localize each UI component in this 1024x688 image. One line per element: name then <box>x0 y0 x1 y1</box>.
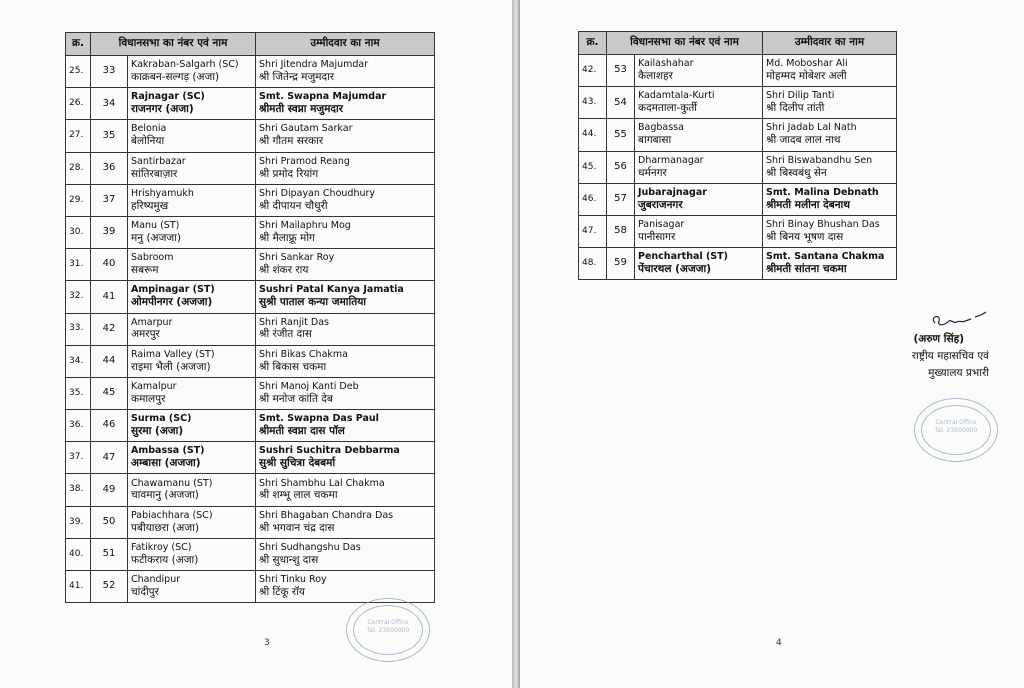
table-row <box>66 88 435 120</box>
constituency-name <box>128 249 256 281</box>
serial-number: 47. <box>579 215 607 247</box>
constituency-name-hi: राइमा भैली (अजजा) <box>131 360 211 373</box>
header-constituency: विधानसभा का नंबर एवं नाम <box>607 32 763 55</box>
serial-number: 34. <box>66 345 91 377</box>
constituency-name-en: Panisagar <box>638 219 685 231</box>
candidate-name-en: Shri Gautam Sarkar <box>259 123 353 135</box>
candidate-name <box>256 56 435 88</box>
candidate-table-right <box>578 31 897 280</box>
serial-number: 35. <box>66 377 91 409</box>
candidate-name-hi: श्रीमती स्वप्ना दास पॉल <box>259 425 345 438</box>
constituency-name-en: Chawamanu (ST) <box>131 477 213 489</box>
candidate-name <box>763 215 897 247</box>
serial-number: 27. <box>66 120 91 152</box>
constituency-name <box>128 345 256 377</box>
candidate-name-hi: मोहम्मद मोबेशर अली <box>766 69 847 82</box>
candidate-name-en: Shri Sankar Roy <box>259 252 335 264</box>
constituency-number: 50 <box>91 506 128 538</box>
constituency-name-en: Raima Valley (ST) <box>131 348 215 360</box>
serial-number: 40. <box>66 538 91 570</box>
candidate-name <box>763 248 897 280</box>
candidate-name <box>256 377 435 409</box>
constituency-number: 58 <box>607 215 635 247</box>
constituency-number: 53 <box>607 55 635 87</box>
constituency-name-en: Manu (ST) <box>131 220 180 232</box>
serial-number: 33. <box>66 313 91 345</box>
constituency-name-hi: ओमपीनगर (अजजा) <box>131 296 213 309</box>
constituency-name <box>635 87 763 119</box>
table-row <box>66 442 435 474</box>
constituency-name <box>128 538 256 570</box>
constituency-name-en: Kakraban-Salgarh (SC) <box>131 59 239 71</box>
serial-number: 38. <box>66 474 91 506</box>
serial-number: 25. <box>66 56 91 88</box>
serial-number: 39. <box>66 506 91 538</box>
candidate-name-en: Smt. Swapna Majumdar <box>259 91 387 103</box>
table-row <box>66 377 435 409</box>
serial-number: 28. <box>66 152 91 184</box>
constituency-name-en: Sabroom <box>131 252 174 264</box>
candidate-table-left <box>65 32 435 603</box>
serial-number: 30. <box>66 216 91 248</box>
table-row <box>66 249 435 281</box>
constituency-name-hi: जुबराजनगर <box>638 198 683 211</box>
header-serial: क्र. <box>579 32 607 55</box>
serial-number: 44. <box>579 119 607 151</box>
constituency-name-hi: फटीकराय (अजा) <box>131 553 199 566</box>
table-row <box>66 313 435 345</box>
candidate-name-en: Smt. Santana Chakma <box>766 251 885 263</box>
constituency-name-en: Surma (SC) <box>131 413 192 425</box>
constituency-number: 39 <box>91 216 128 248</box>
office-stamp-left <box>346 598 430 662</box>
candidate-name <box>256 442 435 474</box>
candidate-name-hi: सुश्री पाताल कन्या जमातिया <box>259 296 367 309</box>
candidate-name-hi: श्री रंजीत दास <box>259 328 313 341</box>
constituency-name <box>128 281 256 313</box>
candidate-name-hi: श्री मैलाफ़्रू मोग <box>259 231 315 244</box>
table-row <box>579 215 897 247</box>
constituency-name-en: Jubarajnagar <box>638 186 707 198</box>
constituency-name-hi: बेलोनिया <box>131 135 165 148</box>
candidate-name <box>256 506 435 538</box>
candidate-name-en: Sushri Patal Kanya Jamatia <box>259 284 404 296</box>
signatory-role: मुख्यालय प्रभारी <box>928 367 989 379</box>
candidate-name-en: Shri Dilip Tanti <box>766 90 835 102</box>
candidate-name-en: Shri Tinku Roy <box>259 574 327 586</box>
constituency-name <box>635 119 763 151</box>
table-row <box>66 56 435 88</box>
constituency-name-hi: बागबासा <box>638 134 672 147</box>
constituency-number: 59 <box>607 248 635 280</box>
candidate-name <box>763 183 897 215</box>
constituency-name-en: Kamalpur <box>131 380 177 392</box>
constituency-name-hi: कमालपुर <box>131 392 166 405</box>
constituency-name <box>128 410 256 442</box>
candidate-name-hi: श्री दिलीप तांती <box>766 102 825 115</box>
constituency-number: 46 <box>91 410 128 442</box>
signatory-name: (अरुण सिंह) <box>913 333 964 345</box>
constituency-name-en: Pabiachhara (SC) <box>131 509 213 521</box>
candidate-name <box>256 249 435 281</box>
table-row <box>66 410 435 442</box>
constituency-name-hi: कदमताला-कुर्ती <box>638 102 698 115</box>
constituency-name-hi: पानीसागर <box>638 230 676 243</box>
candidate-name-en: Shri Dipayan Choudhury <box>259 187 376 199</box>
table-row <box>66 281 435 313</box>
table-body-right <box>579 55 897 280</box>
candidate-name-hi: श्रीमती स्वप्ना मजुमदार <box>259 103 344 116</box>
constituency-name <box>128 474 256 506</box>
constituency-name <box>128 120 256 152</box>
candidate-name-hi: श्री जितेन्द्र मजुमदार <box>259 70 335 83</box>
constituency-number: 33 <box>91 56 128 88</box>
candidate-name-en: Shri Biswabandhu Sen <box>766 154 873 166</box>
constituency-name-hi: मनु (अजजा) <box>131 231 181 244</box>
candidate-name-hi: श्री भगवान चंद्र दास <box>259 521 335 534</box>
candidate-name-hi: श्री टिंकू रॉय <box>259 585 306 598</box>
candidate-name <box>763 151 897 183</box>
candidate-name-en: Shri Manoj Kanti Deb <box>259 380 359 392</box>
header-candidate: उम्मीदवार का नाम <box>256 33 435 56</box>
table-row <box>579 55 897 87</box>
candidate-name-en: Shri Shambhu Lal Chakma <box>259 477 385 489</box>
serial-number: 42. <box>579 55 607 87</box>
header-constituency: विधानसभा का नंबर एवं नाम <box>91 33 256 56</box>
book-gutter <box>512 0 520 688</box>
constituency-number: 35 <box>91 120 128 152</box>
candidate-name-en: Shri Pramod Reang <box>259 155 350 167</box>
serial-number: 26. <box>66 88 91 120</box>
serial-number: 31. <box>66 249 91 281</box>
candidate-name-hi: श्री सुधान्शु दास <box>259 553 319 566</box>
candidate-name-en: Smt. Malina Debnath <box>766 186 879 198</box>
candidate-name <box>763 87 897 119</box>
table-header-row <box>66 33 435 56</box>
candidate-name <box>256 474 435 506</box>
stamp-line2: Tel. 23500000 <box>366 626 410 634</box>
constituency-name <box>128 184 256 216</box>
serial-number: 46. <box>579 183 607 215</box>
constituency-number: 56 <box>607 151 635 183</box>
candidate-name-en: Md. Moboshar Ali <box>766 58 848 70</box>
constituency-name-en: Ambassa (ST) <box>131 445 205 457</box>
table-row <box>579 151 897 183</box>
page-number-right: 4 <box>776 638 782 648</box>
candidate-name <box>256 345 435 377</box>
constituency-name-en: Belonia <box>131 123 167 135</box>
constituency-name-hi: पेंचारथल (अजजा) <box>638 263 712 276</box>
candidate-name <box>256 88 435 120</box>
constituency-name-en: Rajnagar (SC) <box>131 91 205 103</box>
constituency-name <box>128 506 256 538</box>
constituency-number: 49 <box>91 474 128 506</box>
candidate-name <box>256 184 435 216</box>
candidate-name-en: Shri Sudhangshu Das <box>259 541 361 553</box>
constituency-number: 42 <box>91 313 128 345</box>
candidate-name-hi: श्री शम्भू लाल चकमा <box>259 489 338 502</box>
serial-number: 48. <box>579 248 607 280</box>
constituency-name <box>635 248 763 280</box>
candidate-name-hi: श्री बिकास चकमा <box>259 360 327 373</box>
constituency-name-en: Pencharthal (ST) <box>638 251 728 263</box>
candidate-name <box>256 538 435 570</box>
constituency-name-hi: राजनगर (अजा) <box>131 103 194 116</box>
candidate-name-hi: श्री शंकर राय <box>259 264 309 277</box>
table-row <box>579 87 897 119</box>
constituency-name-hi: हरिष्यमुख <box>131 199 169 212</box>
candidate-name-en: Sushri Suchitra Debbarma <box>259 445 400 457</box>
constituency-name <box>635 183 763 215</box>
constituency-name-en: Dharmanagar <box>638 154 704 166</box>
candidate-name-en: Shri Bikas Chakma <box>259 348 348 360</box>
constituency-number: 55 <box>607 119 635 151</box>
serial-number: 43. <box>579 87 607 119</box>
candidate-name <box>256 152 435 184</box>
candidate-name-hi: श्रीमती सांतना चकमा <box>766 263 847 276</box>
table-row <box>66 538 435 570</box>
serial-number: 36. <box>66 410 91 442</box>
table-row <box>66 152 435 184</box>
candidate-name <box>763 119 897 151</box>
candidate-name-hi: श्री बिस्वबंधु सेन <box>766 166 827 179</box>
header-candidate: उम्मीदवार का नाम <box>763 32 897 55</box>
constituency-name-en: Kadamtala-Kurti <box>638 90 715 102</box>
constituency-number: 52 <box>91 571 128 603</box>
constituency-name <box>128 56 256 88</box>
constituency-name-hi: अम्बासा (अजजा) <box>131 457 201 470</box>
candidate-name <box>256 313 435 345</box>
stamp-line2: Tel. 23500000 <box>934 426 978 434</box>
constituency-name-hi: कैलाशहर <box>638 69 673 82</box>
constituency-name-hi: काक्रबन-सल्गड़ (अजा) <box>131 70 220 83</box>
constituency-number: 34 <box>91 88 128 120</box>
constituency-name <box>635 151 763 183</box>
table-row <box>66 120 435 152</box>
table-row <box>66 506 435 538</box>
constituency-number: 54 <box>607 87 635 119</box>
constituency-number: 57 <box>607 183 635 215</box>
serial-number: 45. <box>579 151 607 183</box>
candidate-name-hi: श्रीमती मलीना देबनाथ <box>766 198 850 211</box>
constituency-number: 44 <box>91 345 128 377</box>
constituency-name-en: Chandipur <box>131 574 181 586</box>
table-row <box>579 248 897 280</box>
candidate-name-en: Smt. Swapna Das Paul <box>259 413 379 425</box>
constituency-name-en: Kailashahar <box>638 58 694 70</box>
constituency-name-hi: सांतिरबाज़ार <box>131 167 178 180</box>
constituency-name-en: Amarpur <box>131 316 173 328</box>
candidate-name-hi: श्री मनोज कांति देब <box>259 392 333 405</box>
candidate-name-en: Shri Ranjit Das <box>259 316 329 328</box>
candidate-name-en: Shri Bhagaban Chandra Das <box>259 509 394 521</box>
serial-number: 41. <box>66 571 91 603</box>
constituency-name-en: Ampinagar (ST) <box>131 284 215 296</box>
constituency-name-hi: अमरपुर <box>131 328 160 341</box>
constituency-name-hi: धर्मनगर <box>638 166 667 179</box>
serial-number: 37. <box>66 442 91 474</box>
signatory-title: राष्ट्रीय महासचिव एवं <box>911 350 989 362</box>
constituency-name-hi: चांदीपुर <box>131 585 159 598</box>
candidate-name-hi: श्री दीपायन चौधुरी <box>259 199 328 212</box>
table-row <box>66 216 435 248</box>
candidate-name-en: Shri Jadab Lal Nath <box>766 122 857 134</box>
constituency-number: 40 <box>91 249 128 281</box>
serial-number: 29. <box>66 184 91 216</box>
constituency-name-en: Fatikroy (SC) <box>131 541 192 553</box>
constituency-name <box>128 88 256 120</box>
office-stamp-right <box>914 398 998 462</box>
table-body-left <box>66 56 435 603</box>
candidate-name-hi: सुश्री सुचित्रा देबबर्मा <box>259 457 336 470</box>
constituency-number: 47 <box>91 442 128 474</box>
constituency-name-hi: चावमानु (अजजा) <box>131 489 199 502</box>
constituency-name-en: Hrishyamukh <box>131 187 194 199</box>
candidate-name <box>763 55 897 87</box>
constituency-name-hi: पबीयाछरा (अजा) <box>131 521 199 534</box>
constituency-number: 51 <box>91 538 128 570</box>
table-row <box>66 474 435 506</box>
constituency-name-en: Santirbazar <box>131 155 186 167</box>
table-row <box>66 345 435 377</box>
constituency-name <box>128 571 256 603</box>
table-header-row <box>579 32 897 55</box>
constituency-name <box>128 442 256 474</box>
constituency-number: 41 <box>91 281 128 313</box>
constituency-name <box>128 313 256 345</box>
candidate-name-en: Shri Binay Bhushan Das <box>766 219 880 231</box>
candidate-name <box>256 571 435 603</box>
constituency-number: 36 <box>91 152 128 184</box>
candidate-name-en: Shri Mailaphru Mog <box>259 220 351 232</box>
table-row <box>579 119 897 151</box>
page-number-left: 3 <box>264 638 270 648</box>
candidate-name-hi: श्री गौतम सरकार <box>259 135 324 148</box>
candidate-name-hi: श्री जादब लाल नाथ <box>766 134 841 147</box>
stamp-line1: Central Office <box>935 419 977 426</box>
candidate-name <box>256 120 435 152</box>
constituency-number: 45 <box>91 377 128 409</box>
constituency-name <box>635 55 763 87</box>
constituency-name-en: Bagbassa <box>638 122 684 134</box>
constituency-name <box>635 215 763 247</box>
constituency-name-hi: सबरूम <box>131 264 159 277</box>
serial-number: 32. <box>66 281 91 313</box>
candidate-name <box>256 281 435 313</box>
constituency-name <box>128 152 256 184</box>
constituency-name <box>128 377 256 409</box>
constituency-name-hi: सुरमा (अजा) <box>131 425 184 438</box>
candidate-name <box>256 216 435 248</box>
constituency-name <box>128 216 256 248</box>
signature-icon <box>927 309 987 331</box>
candidate-name-hi: श्री प्रमोद रियांग <box>259 167 319 180</box>
header-serial: क्र. <box>66 33 91 56</box>
candidate-name <box>256 410 435 442</box>
stamp-line1: Central Office <box>367 619 409 626</box>
constituency-number: 37 <box>91 184 128 216</box>
table-row <box>579 183 897 215</box>
candidate-name-hi: श्री बिनय भूषण दास <box>766 230 844 243</box>
table-row <box>66 184 435 216</box>
candidate-name-en: Shri Jitendra Majumdar <box>259 59 369 71</box>
